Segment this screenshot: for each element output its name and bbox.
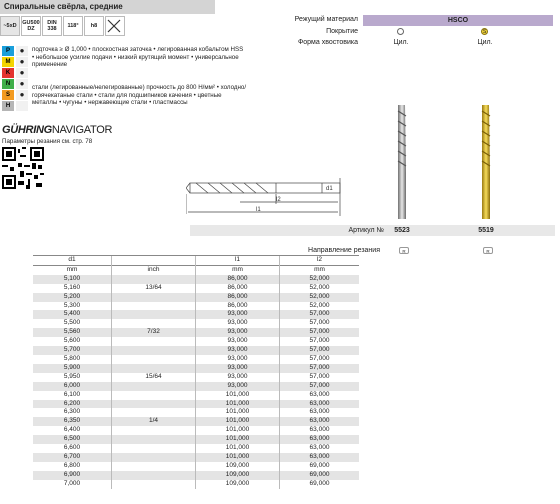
table-cell: 63,000 [280, 400, 360, 409]
table-cell [112, 444, 196, 453]
table-cell: 69,000 [280, 462, 360, 471]
coating-label: Покрытие [326, 28, 358, 35]
symbol-text: ~5xD [3, 23, 17, 29]
table-cell: 5,100 [33, 275, 112, 284]
table-cell: 5,200 [33, 293, 112, 302]
table-cell: 5,800 [63, 354, 81, 362]
shank-label: Форма хвостовика [297, 39, 358, 46]
table-cell [112, 337, 196, 346]
table-row [33, 284, 359, 293]
drill-drawing [186, 168, 346, 220]
table-cell: 52,000 [280, 293, 360, 302]
table-cell: 57,000 [280, 364, 360, 373]
table-cell: 6,600 [63, 444, 81, 452]
symbol-text: DZ [27, 26, 35, 32]
table-cell: 63,000 [280, 408, 360, 417]
description-materials: стали (легированные/нелегированные) прочность до 800 Н/мм² • холодно/горячекатаные стали • стали для подшипников качения • цветные металлы • чугуны • нержавеющие стали • пластмассы [32, 84, 247, 106]
table-row [33, 453, 359, 462]
table-cell: 6,000 [33, 382, 112, 391]
table-cell: 6,800 [63, 461, 81, 469]
table-cell: 5,900 [33, 364, 112, 373]
table-cell [112, 355, 196, 364]
col-header-l2: l2 [280, 256, 360, 266]
cutting-params-link[interactable]: Параметры резания см. стр. 78 [2, 138, 93, 145]
col-header-l1: l1 [196, 256, 280, 266]
table-cell: 1/4 [112, 417, 196, 426]
material-letter: P [2, 46, 14, 56]
d1-label: d1 [326, 186, 333, 192]
table-cell: 109,000 [196, 462, 280, 471]
table-cell: 57,000 [280, 346, 360, 355]
table-cell: 6,700 [33, 453, 112, 462]
l2-label: l2 [276, 197, 281, 203]
material-suitability-dot: ● [16, 46, 28, 56]
table-row [33, 275, 359, 284]
table-cell: 63,000 [280, 426, 360, 435]
table-row [33, 444, 359, 453]
table-cell: 57,000 [280, 310, 360, 319]
table-cell: 86,000 [196, 302, 280, 311]
table-row [33, 426, 359, 435]
table-row [33, 391, 359, 400]
table-cell: 6,400 [63, 426, 81, 434]
table-cell [112, 400, 196, 409]
table-cell: 93,000 [196, 310, 280, 319]
table-row [33, 328, 359, 337]
table-cell [112, 293, 196, 302]
table-row [33, 310, 359, 319]
cutting-direction-right-icon: R [399, 247, 409, 254]
table-cell: 57,000 [280, 373, 360, 382]
table-cell: 63,000 [280, 453, 360, 462]
table-cell [112, 346, 196, 355]
table-cell: 7,000 [63, 479, 81, 487]
cutting-material-label: Режущий материал [294, 16, 358, 23]
unit-inch: inch [112, 265, 196, 274]
table-cell [112, 382, 196, 391]
dimension-table [33, 255, 359, 489]
l1-label: l1 [256, 207, 261, 213]
cutting-direction-right-icon: R [483, 247, 493, 254]
table-cell: 93,000 [196, 337, 280, 346]
symbol-text: 338 [47, 26, 57, 32]
table-cell [112, 453, 196, 462]
crossed-icon [106, 18, 122, 34]
brand-logo: GÜHRINGNAVIGATOR [2, 124, 113, 136]
symbol-box [105, 16, 125, 36]
table-cell: 5,500 [63, 319, 81, 327]
shank-value-1: Цил. [393, 39, 409, 46]
table-cell: 93,000 [196, 346, 280, 355]
table-cell: 5,400 [33, 310, 112, 319]
table-cell: 101,000 [196, 444, 280, 453]
table-cell: 101,000 [196, 400, 280, 409]
table-cell [112, 319, 196, 328]
table-cell: 5,560 [33, 328, 112, 337]
table-cell: 5,950 [63, 372, 81, 380]
table-cell: 101,000 [196, 453, 280, 462]
description-general: подточка ≥ Ø 1,000 • плоскостная заточка • легированная кобальтом HSS • небольшое усилие подачи • низкий крутящий момент • универсальное применение [32, 46, 244, 68]
table-cell: 5,300 [63, 301, 81, 309]
unit-mm: mm [33, 265, 112, 274]
table-cell [112, 426, 196, 435]
table-cell [112, 408, 196, 417]
table-cell: 6,350 [33, 417, 112, 426]
table-cell [112, 364, 196, 373]
table-row [33, 435, 359, 444]
table-cell: 5,160 [63, 283, 81, 291]
table-cell [112, 391, 196, 400]
material-letter: M [2, 57, 14, 67]
symbol-box [63, 16, 83, 36]
table-cell: 93,000 [196, 364, 280, 373]
table-cell: 63,000 [280, 444, 360, 453]
table-row [33, 337, 359, 346]
drill-gold-image [477, 103, 495, 221]
table-cell: 7/32 [112, 328, 196, 337]
table-row [33, 293, 359, 302]
table-cell: 109,000 [196, 471, 280, 480]
table-cell: 13/64 [112, 284, 196, 293]
table-row [33, 462, 359, 471]
table-row [33, 319, 359, 328]
material-letter: S [2, 90, 14, 100]
table-cell: 6,500 [33, 435, 112, 444]
table-cell: 52,000 [280, 302, 360, 311]
table-cell: 93,000 [196, 319, 280, 328]
page-title: Спиральные свёрла, средние [0, 0, 215, 14]
table-cell: 57,000 [280, 319, 360, 328]
table-cell: 57,000 [280, 355, 360, 364]
material-suitability-dot: ● [16, 79, 28, 89]
table-cell: 93,000 [196, 328, 280, 337]
unit-mm: mm [280, 265, 360, 274]
table-cell: 52,000 [280, 275, 360, 284]
table-cell: 6,100 [63, 390, 81, 398]
material-suitability-dot [16, 101, 28, 111]
table-row [33, 355, 359, 364]
table-row [33, 417, 359, 426]
table-cell: 101,000 [196, 417, 280, 426]
table-cell [112, 310, 196, 319]
article-5519[interactable]: 5519 [478, 227, 494, 234]
material-letter: H [2, 101, 14, 111]
shank-value-2: Цил. [477, 39, 493, 46]
table-cell: 86,000 [196, 284, 280, 293]
qr-code-icon [2, 147, 44, 189]
symbol-box [0, 16, 20, 36]
table-cell: 86,000 [196, 293, 280, 302]
material-letter: N [2, 79, 14, 89]
material-suitability-dot: ● [16, 68, 28, 78]
material-suitability-dot: ● [16, 90, 28, 100]
table-cell: 57,000 [280, 328, 360, 337]
col-header-blank [112, 256, 196, 266]
table-cell: 52,000 [280, 284, 360, 293]
table-row [33, 302, 359, 311]
table-cell: 93,000 [196, 355, 280, 364]
table-cell [112, 471, 196, 480]
symbol-text: h8 [90, 23, 98, 29]
drill-silver-image [393, 103, 411, 221]
table-cell: 101,000 [196, 435, 280, 444]
symbol-box [84, 16, 104, 36]
table-cell: 101,000 [196, 408, 280, 417]
symbol-text: DIN [47, 20, 57, 26]
table-row [33, 471, 359, 480]
table-cell [112, 480, 196, 489]
coating-none-icon [397, 28, 404, 35]
table-row [33, 346, 359, 355]
table-cell: 63,000 [280, 417, 360, 426]
table-cell: 15/64 [112, 373, 196, 382]
table-cell: 63,000 [280, 391, 360, 400]
symbol-box [42, 16, 62, 36]
table-cell: 101,000 [196, 426, 280, 435]
article-row [190, 225, 555, 236]
table-cell: 5,600 [63, 337, 81, 345]
table-cell: 6,300 [63, 408, 81, 416]
table-cell: 109,000 [196, 480, 280, 489]
table-cell: 93,000 [196, 373, 280, 382]
table-row [33, 382, 359, 391]
symbol-box [21, 16, 41, 36]
table-cell [112, 435, 196, 444]
table-cell [112, 275, 196, 284]
coating-badge-icon: S [482, 29, 487, 35]
material-letter: K [2, 68, 14, 78]
symbol-text: 118° [67, 23, 79, 29]
table-cell [112, 302, 196, 311]
table-cell: 93,000 [196, 382, 280, 391]
table-cell: 6,200 [33, 400, 112, 409]
table-cell: 101,000 [196, 391, 280, 400]
cutting-material-value: HSCO [363, 15, 553, 26]
table-cell: 57,000 [280, 337, 360, 346]
table-cell: 69,000 [280, 471, 360, 480]
table-row [33, 400, 359, 409]
table-row [33, 373, 359, 382]
material-suitability-dot: ● [16, 57, 28, 67]
table-cell: 63,000 [280, 435, 360, 444]
table-cell: 5,700 [33, 346, 112, 355]
cutting-direction-label: Направление резания [308, 247, 380, 254]
table-row [33, 364, 359, 373]
table-cell: 57,000 [280, 382, 360, 391]
col-header-d1: d1 [33, 256, 112, 266]
table-cell [112, 462, 196, 471]
symbol-text: GU500 [22, 20, 40, 26]
table-row [33, 480, 359, 489]
table-cell: 6,900 [33, 471, 112, 480]
table-cell: 69,000 [280, 480, 360, 489]
table-row [33, 408, 359, 417]
article-label: Артикул № [348, 227, 384, 234]
article-5523[interactable]: 5523 [394, 227, 410, 234]
table-cell: 86,000 [196, 275, 280, 284]
unit-mm: mm [196, 265, 280, 274]
